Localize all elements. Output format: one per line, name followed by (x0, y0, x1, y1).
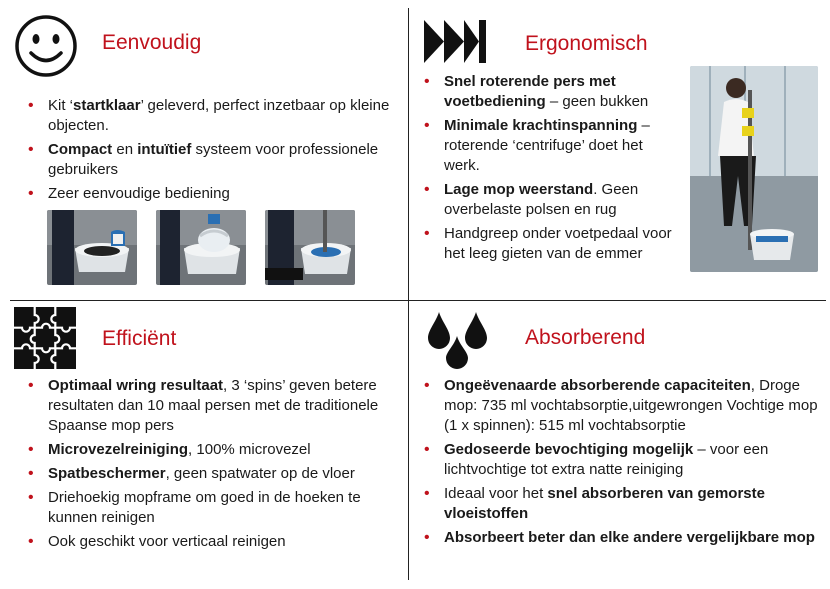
bucket-photo-2 (156, 210, 246, 285)
bullets-ergonomisch (424, 72, 682, 268)
bullet-item (424, 72, 682, 112)
bullet-bold-text: snel absorberen van gemorste vloeistoffen (444, 485, 765, 522)
bullet-item (424, 376, 826, 436)
bullet-bold-text: Lage mop weerstand (444, 181, 594, 198)
bullet-item (424, 440, 826, 480)
bullet-bold-text: Compact (48, 141, 113, 158)
bullet-text: Kit ‘ (48, 97, 74, 114)
bullet-item (28, 464, 400, 484)
bullet-text: en (112, 141, 138, 158)
bullet-item (28, 184, 398, 204)
bullets-eenvoudig (28, 96, 398, 208)
bullet-bold-text: intuïtief (137, 141, 192, 158)
bullet-bold-text: startklaar (73, 97, 141, 114)
vertical-divider (408, 8, 409, 580)
bullet-bold-text: Optimaal wring resultaat (48, 377, 224, 394)
bullet-item (28, 96, 398, 136)
title-ergonomisch: Ergonomisch (525, 32, 648, 55)
bucket-photo-1 (47, 210, 137, 285)
bullet-item (28, 440, 400, 460)
water-drops-icon (426, 310, 492, 370)
bullet-text: , 100% microvezel (188, 441, 311, 458)
bullet-item (28, 532, 400, 552)
bullet-item (424, 528, 826, 548)
bullet-text: systeem voor professionele gebruikers (48, 141, 379, 178)
bullet-text: Driehoekig mopframe om goed in de hoeken te kunnen reinigen (48, 489, 361, 526)
puzzle-icon (14, 307, 76, 369)
bullet-text: – roterende ‘centrifuge’ doet het werk. (444, 117, 650, 174)
bullets-efficient (28, 376, 400, 556)
bullet-item (424, 224, 682, 264)
bullet-bold-text: Snel roterende pers met voetbediening (444, 73, 616, 110)
woman-mopping-photo (690, 66, 818, 272)
bullet-item (424, 180, 682, 220)
bullet-bold-text: Spatbeschermer (48, 465, 166, 482)
title-eenvoudig: Eenvoudig (102, 31, 202, 54)
bullet-text: – geen bukken (545, 93, 649, 110)
bullet-item (28, 376, 400, 436)
bullet-text: , geen spatwater op de vloer (165, 465, 355, 482)
bullet-item (424, 484, 826, 524)
bullet-bold-text: Microvezelreiniging (48, 441, 189, 458)
bullet-text: . Geen overbelaste polsen en rug (444, 181, 639, 218)
bullet-bold-text: Minimale krachtinspanning (444, 117, 638, 134)
title-absorberend: Absorberend (525, 326, 646, 349)
bullet-bold-text: Absorbeert beter dan elke andere vergelijkbare mop (444, 529, 815, 546)
fast-forward-icon (424, 20, 486, 63)
bullet-text: Zeer eenvoudige bediening (48, 185, 230, 202)
bullet-text: ’ geleverd, perfect inzetbaar op kleine objecten. (48, 97, 390, 134)
bullet-text: Ook geschikt voor verticaal reinigen (48, 533, 286, 550)
bucket-photo-3 (265, 210, 355, 285)
bullet-text: Ideaal voor het (444, 485, 548, 502)
title-efficient: Efficiënt (102, 327, 177, 350)
bullets-absorberend (424, 376, 826, 552)
smiley-icon (14, 14, 78, 78)
bullet-bold-text: Ongeëvenaarde absorberende capaciteiten (444, 377, 751, 394)
bullet-text: Handgreep onder voetpedaal voor het leeg gieten van de emmer (444, 225, 672, 262)
horizontal-divider (10, 300, 826, 301)
bullet-item (424, 116, 682, 176)
bullet-text: – voor een lichtvochtige tot extra natte reiniging (444, 441, 769, 478)
bullet-text: , 3 ‘spins’ geven betere resultaten dan 10 maal persen met de traditionele Spaanse mop pers (48, 377, 379, 434)
bullet-text: , Droge mop: 735 ml vochtabsorptie,uitgewrongen Vochtige mop (1 x spinnen): 515 ml vochtabsorptie (444, 377, 818, 434)
bullet-bold-text: Gedoseerde bevochtiging mogelijk (444, 441, 694, 458)
bullet-item (28, 488, 400, 528)
bullet-item (28, 140, 398, 180)
